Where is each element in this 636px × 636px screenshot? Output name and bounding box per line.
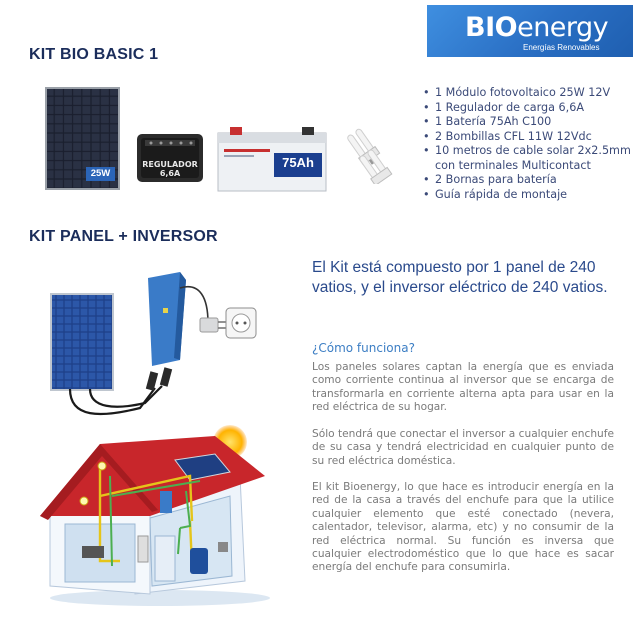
house-diagram xyxy=(40,436,280,611)
cfl-bulbs-image xyxy=(340,124,396,184)
list-item: • 10 metros de cable solar 2x2.5mm con terminales Multicontact xyxy=(421,144,633,173)
kit2-intro: El Kit está compuesto por 1 panel de 240 vatios, y el inversor eléctrico de 240 vatios. xyxy=(312,259,608,296)
logo-word-energy: energy xyxy=(517,12,609,43)
how-it-works-paragraph-2: Sólo tendrá que conectar el inversor a cualquier enchufe de su casa y tendrá electricidad en cualquier punto de su red eléctrica doméstica. xyxy=(312,428,614,467)
panel-power-badge: 25W xyxy=(86,167,115,181)
list-item: • Guía rápida de montaje xyxy=(421,188,633,203)
how-it-works-paragraph-3: El kit Bioenergy, lo que hace es introducir energía en la red de la casa a través del enchufe para que la utilice cualquier elemento que esté conectado (nevera, calentador, televisor, alarma, etc) y no consumir de la red eléctrica normal. Su función es inversa que cualquier electrodoméstico que lo que hace es sacar energía del enchufe para consumirla. xyxy=(312,481,614,574)
kit1-component-list xyxy=(421,86,633,202)
kit2-title: KIT PANEL + INVERSOR xyxy=(29,228,218,245)
regulator-rating-text: 6,6A xyxy=(159,169,181,178)
kit1-title: KIT BIO BASIC 1 xyxy=(29,46,159,63)
list-item: • 1 Regulador de carga 6,6A xyxy=(421,101,633,116)
list-item: • 2 Bombillas CFL 11W 12Vdc xyxy=(421,130,633,145)
battery-capacity-label: 75Ah xyxy=(282,155,314,170)
bioenergy-logo xyxy=(427,5,633,57)
logo-wordmark xyxy=(465,12,608,43)
regulator-label xyxy=(138,160,202,178)
how-it-works-heading: ¿Cómo funciona? xyxy=(312,341,415,355)
how-it-works-paragraph-1: Los paneles solares captan la energía que es enviada como corriente continua al inversor que se encarga de transformarla en corriente alterna apta para usar en la red eléctrica de su hogar. xyxy=(312,361,614,414)
logo-tagline: Energías Renovables xyxy=(523,43,600,52)
regulator-label-text: REGULADOR xyxy=(142,160,198,169)
list-item: • 2 Bornas para batería xyxy=(421,173,633,188)
list-item: • 1 Batería 75Ah C100 xyxy=(421,115,633,130)
panel-inverter-diagram xyxy=(40,268,270,428)
logo-word-bio: BIO xyxy=(465,12,518,43)
list-item: • 1 Módulo fotovoltaico 25W 12V xyxy=(421,86,633,101)
